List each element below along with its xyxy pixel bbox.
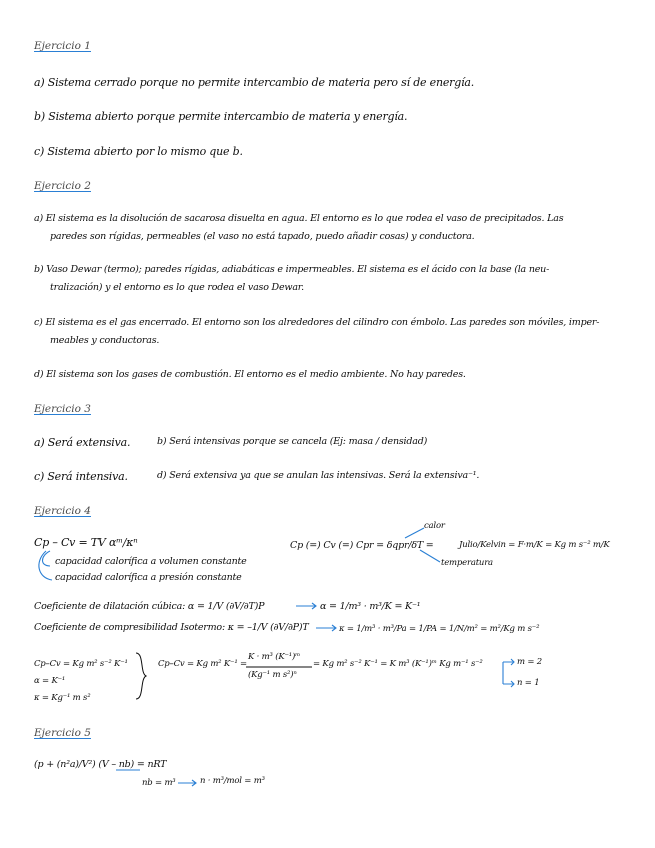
ex3-b: b) Será intensivas porque se cancela (Ej: masa / densidad) <box>157 436 428 447</box>
ex4-kappa-def: Coeficiente de compresibilidad Isotermo: κ = –1/V (∂V/∂P)T <box>34 622 309 633</box>
bracket-arrow-icon <box>43 551 51 566</box>
ex3-a: a) Será extensiva. <box>34 436 131 449</box>
ex4-cap-vol: capacidad calorífica a volumen constante <box>55 556 247 567</box>
ex2-a-line1: a) El sistema es la disolución de sacarosa disuelta en agua. El entorno es lo que rodea el vaso de precipitados. Las <box>34 213 564 224</box>
ex5-nb-units: nb = m³ <box>142 778 176 788</box>
ex4-frac-den: (Kg⁻¹ m s²)ⁿ <box>248 670 297 680</box>
arrow-icon <box>503 659 514 665</box>
ex4-sys-cpcv: Cp–Cv = Kg m² s⁻² K⁻¹ <box>34 659 128 669</box>
ex1-title: Ejercicio 1 <box>34 40 91 52</box>
ex4-julio-kelvin: Julio/Kelvin = F·m/K = Kg m s⁻² m/K <box>459 540 610 550</box>
ex4-n-result: n = 1 <box>517 678 540 688</box>
bracket-arrow-icon <box>39 551 52 580</box>
ex4-calor-label: calor <box>424 521 445 531</box>
ex4-m-result: m = 2 <box>517 657 542 667</box>
system-brace <box>136 653 146 699</box>
ex1-c: c) Sistema abierto por lo mismo que b. <box>34 145 243 158</box>
ex2-b-line2: tralización) y el entorno es lo que rodea el vaso Dewar. <box>50 282 304 293</box>
ex4-long-eq-lhs: Cp–Cv = Kg m² K⁻¹ = <box>158 659 247 669</box>
ex2-c-line1: c) El sistema es el gas encerrado. El entorno son los alrededores del cilindro con émbolo. Las paredes son móviles, imper- <box>34 317 600 328</box>
ex3-c: c) Será intensiva. <box>34 470 128 483</box>
ex4-sys-alpha: α = K⁻¹ <box>34 676 66 686</box>
ex4-alpha-units: α = 1/m³ · m³/K = K⁻¹ <box>320 601 421 612</box>
ex2-b-line1: b) Vaso Dewar (termo); paredes rígidas, adiabáticas e impermeables. El sistema es el ácido con la base (la neu- <box>34 264 550 275</box>
ex2-c-line2: meables y conductoras. <box>50 335 160 346</box>
arrow-icon <box>503 681 514 687</box>
arrow-icon <box>178 780 196 786</box>
ex3-title: Ejercicio 3 <box>34 403 91 415</box>
ex4-sys-kappa: κ = Kg⁻¹ m s² <box>34 693 91 703</box>
ex4-title: Ejercicio 4 <box>34 505 91 517</box>
ex5-n-units: n · m³/mol = m³ <box>200 776 265 786</box>
ex4-alpha-def: Coeficiente de dilatación cúbica: α = 1/V (∂V/∂T)P <box>34 601 265 612</box>
ex5-title: Ejercicio 5 <box>34 727 91 739</box>
ex4-cap-pres: capacidad calorífica a presión constante <box>55 572 242 583</box>
ex5-equation: (p + (n²a)/V²) (V – nb) = nRT <box>34 759 167 770</box>
ex1-b: b) Sistema abierto porque permite intercambio de materia y energía. <box>34 110 408 123</box>
ex1-a: a) Sistema cerrado porque no permite intercambio de materia pero sí de energía. <box>34 76 475 89</box>
arrow-icon <box>405 528 424 538</box>
ex4-cp-cv-formula: Cp – Cv = TV αᵐ/κⁿ <box>34 536 138 549</box>
ex4-kappa-units: κ = 1/m³ · m³/Pa = 1/PA = 1/N/m² = m²/Kg m s⁻² <box>339 624 540 634</box>
ex4-temperatura-label: temperatura <box>441 558 493 568</box>
ex4-long-eq-rhs: = Kg m² s⁻² K⁻¹ = K m³ (K⁻¹)ᵐ Kg m⁻¹ s⁻² <box>313 659 483 669</box>
ex3-d: d) Será extensiva ya que se anulan las intensivas. Será la extensiva⁻¹. <box>157 470 480 481</box>
arrow-icon <box>420 550 440 562</box>
ex2-title: Ejercicio 2 <box>34 180 91 192</box>
ex2-a-line2: paredes son rígidas, permeables (el vaso no está tapado, puedo añadir cosas) y conductora. <box>50 231 475 242</box>
ex4-cp-units-lhs: Cp (=) Cv (=) Cpr = δqpr/δT = <box>290 540 434 551</box>
ex2-d: d) El sistema son los gases de combustión. El entorno es el medio ambiente. No hay paredes. <box>34 369 466 380</box>
ex4-frac-num: K · m³ (K⁻¹)ᵐ <box>248 652 301 662</box>
